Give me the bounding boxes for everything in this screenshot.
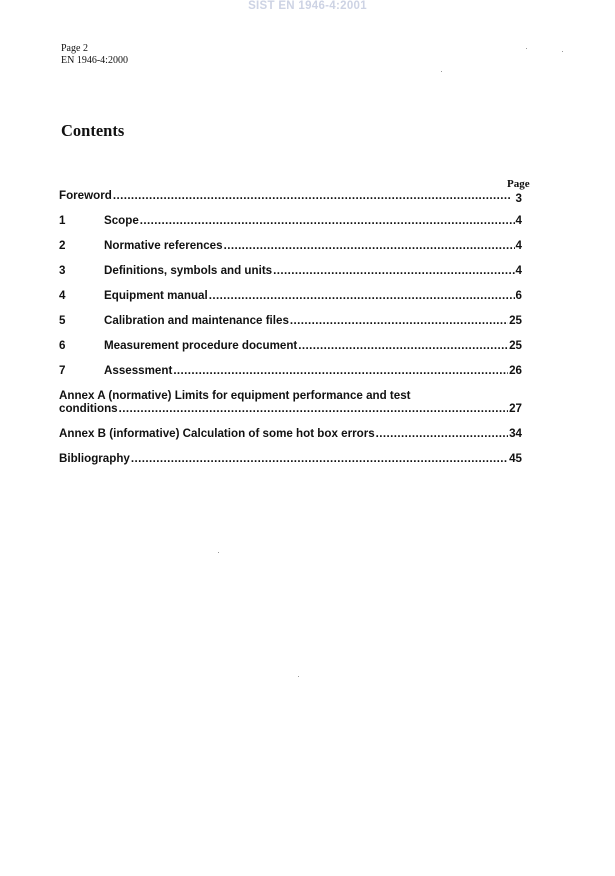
toc-page: 3 bbox=[515, 192, 522, 205]
toc-entry-section[interactable] bbox=[59, 364, 522, 377]
speck bbox=[441, 71, 442, 72]
standard-number: EN 1946-4:2000 bbox=[61, 54, 128, 66]
toc-number: 5 bbox=[59, 314, 66, 327]
contents-title: Contents bbox=[61, 121, 125, 140]
toc-title: Scope bbox=[104, 214, 139, 227]
leader-dots bbox=[376, 427, 508, 440]
toc-entry-section[interactable] bbox=[59, 339, 522, 352]
toc-title: Definitions, symbols and units bbox=[104, 264, 273, 277]
leader-dots bbox=[224, 239, 515, 252]
toc-page: 25 bbox=[509, 339, 522, 352]
toc-entry-annex-a[interactable] bbox=[59, 402, 522, 415]
page-header bbox=[61, 43, 128, 66]
toc-entry-foreword[interactable] bbox=[59, 189, 522, 205]
toc-number: 2 bbox=[59, 239, 66, 252]
toc-entry-section[interactable] bbox=[59, 289, 522, 302]
leader-dots bbox=[273, 264, 514, 277]
leader-dots bbox=[298, 339, 508, 352]
toc-page: 4 bbox=[515, 264, 522, 277]
watermark: SIST EN 1946-4:2001 bbox=[248, 0, 367, 12]
toc-title: Annex B (informative) Calculation of some hot box errors bbox=[59, 427, 375, 440]
toc-page: 45 bbox=[509, 452, 522, 465]
toc-entry-annex-b[interactable] bbox=[59, 427, 522, 440]
toc-title: Measurement procedure document bbox=[104, 339, 298, 352]
leader-dots bbox=[140, 214, 515, 227]
page-column-label: Page bbox=[507, 178, 530, 190]
toc-page: 25 bbox=[509, 314, 522, 327]
toc-annex-a-line1[interactable]: Annex A (normative) Limits for equipment performance and test bbox=[59, 389, 411, 402]
toc-number: 4 bbox=[59, 289, 66, 302]
speck bbox=[562, 51, 563, 52]
speck bbox=[526, 48, 527, 49]
speck bbox=[298, 676, 299, 677]
toc-entry-section[interactable] bbox=[59, 214, 522, 227]
leader-dots bbox=[290, 314, 508, 327]
leader-dots bbox=[113, 189, 511, 202]
toc-title: Equipment manual bbox=[104, 289, 208, 302]
speck bbox=[218, 552, 219, 553]
toc-number: 7 bbox=[59, 364, 66, 377]
toc-title: Normative references bbox=[104, 239, 223, 252]
leader-dots bbox=[131, 452, 508, 465]
toc-title: Calibration and maintenance files bbox=[104, 314, 289, 327]
page-number: Page 2 bbox=[61, 43, 88, 54]
toc-title: conditions bbox=[59, 402, 118, 415]
toc-title: Bibliography bbox=[59, 452, 130, 465]
toc-page: 26 bbox=[509, 364, 522, 377]
toc-title: Assessment bbox=[104, 364, 173, 377]
toc-entry-section[interactable] bbox=[59, 314, 522, 327]
toc-number: 1 bbox=[59, 214, 66, 227]
toc-entry-section[interactable] bbox=[59, 239, 522, 252]
leader-dots bbox=[119, 402, 508, 415]
toc-page: 4 bbox=[515, 239, 522, 252]
toc-page: 34 bbox=[509, 427, 522, 440]
toc-entry-bibliography[interactable] bbox=[59, 452, 522, 465]
toc-page: 4 bbox=[515, 214, 522, 227]
leader-dots bbox=[209, 289, 515, 302]
toc-entry-section[interactable] bbox=[59, 264, 522, 277]
toc-page: 27 bbox=[509, 402, 522, 415]
toc-title: Foreword bbox=[59, 189, 112, 202]
leader-dots bbox=[173, 364, 508, 377]
toc-number: 6 bbox=[59, 339, 66, 352]
toc-number: 3 bbox=[59, 264, 66, 277]
toc-page: 6 bbox=[515, 289, 522, 302]
